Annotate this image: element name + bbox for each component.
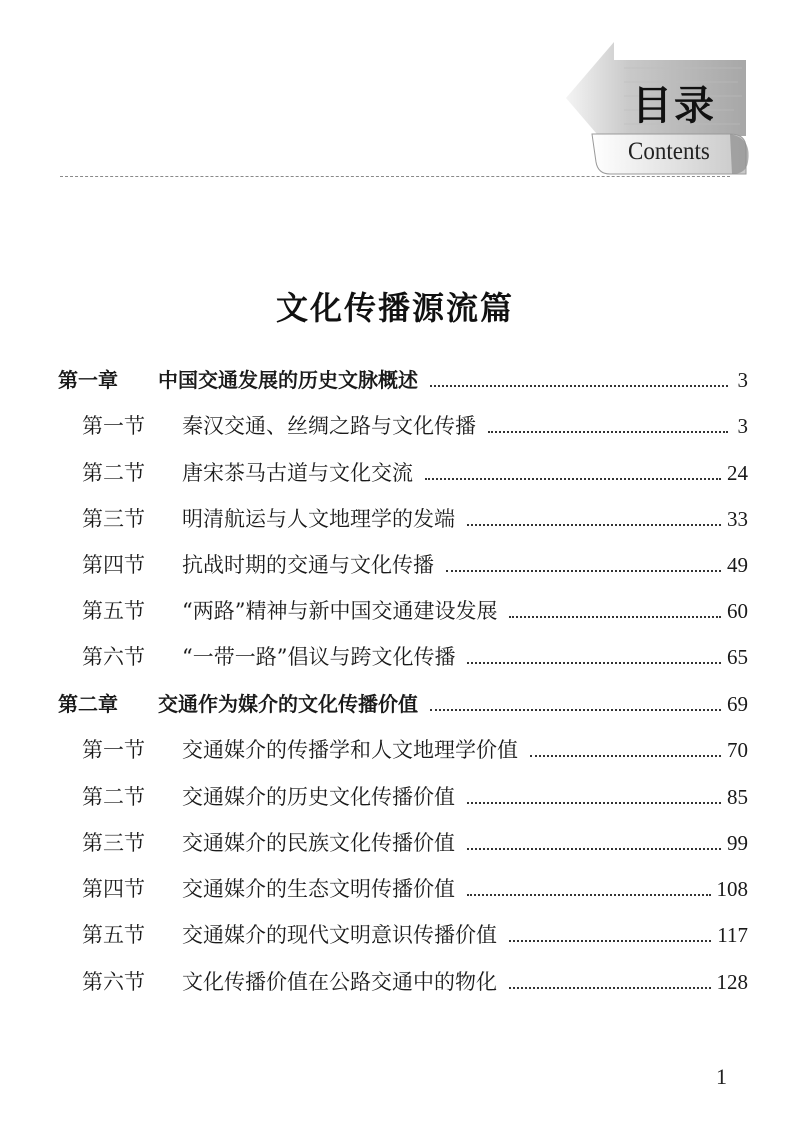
toc-number: 第二节: [82, 785, 145, 809]
toc-title: “两路”精神与新中国交通建设发展: [182, 599, 498, 623]
toc-leader: [530, 755, 721, 757]
toc-title: 交通媒介的历史文化传播价值: [182, 785, 455, 809]
toc-title: 中国交通发展的历史文脉概述: [158, 368, 418, 392]
page-number: 1: [716, 1064, 727, 1089]
contents-title: 目录: [632, 83, 716, 129]
toc-leader: [509, 616, 721, 618]
toc-number: 第四节: [82, 553, 145, 577]
toc-page: 65: [727, 645, 748, 669]
contents-subtitle: Contents: [628, 138, 710, 165]
toc-leader: [467, 524, 721, 526]
toc-title: 文化传播价值在公路交通中的物化: [182, 970, 497, 994]
toc-number: 第一章: [58, 368, 118, 392]
toc-section[interactable]: [82, 548, 748, 582]
toc-number: 第二章: [58, 692, 118, 716]
toc-page: 108: [716, 877, 748, 901]
toc-title: 交通媒介的民族文化传播价值: [182, 831, 455, 855]
toc-title: 抗战时期的交通与文化传播: [182, 553, 434, 577]
toc-section[interactable]: [82, 965, 748, 999]
toc-number: 第四节: [82, 877, 145, 901]
toc-title: 唐宋茶马古道与文化交流: [182, 461, 413, 485]
toc-title: 明清航运与人文地理学的发端: [182, 507, 455, 531]
toc-section[interactable]: [82, 502, 748, 536]
toc-section[interactable]: [82, 872, 748, 906]
toc-page: 99: [727, 831, 748, 855]
toc-page: 60: [727, 599, 748, 623]
toc-number: 第五节: [82, 923, 145, 947]
toc-title: 秦汉交通、丝绸之路与文化传播: [182, 414, 476, 438]
toc-page: 70: [727, 738, 748, 762]
toc-page: 117: [717, 923, 748, 947]
toc-leader: [509, 987, 711, 989]
toc-title: 交通媒介的传播学和人文地理学价值: [182, 738, 518, 762]
toc-page: 3: [737, 368, 748, 392]
toc-page: 128: [716, 970, 748, 994]
toc-chapter-1[interactable]: [58, 363, 748, 397]
toc-title: 交通媒介的现代文明意识传播价值: [182, 923, 497, 947]
toc-page: 3: [737, 414, 748, 438]
toc-leader: [425, 478, 721, 480]
toc-leader: [467, 894, 711, 896]
toc-title: 交通媒介的生态文明传播价值: [182, 877, 455, 901]
toc-number: 第一节: [82, 414, 145, 438]
toc-title: “一带一路”倡议与跨文化传播: [182, 645, 456, 669]
toc-number: 第五节: [82, 599, 145, 623]
toc-section[interactable]: [82, 640, 748, 674]
toc-page: 33: [727, 507, 748, 531]
toc-number: 第六节: [82, 645, 145, 669]
toc-page: 69: [727, 692, 748, 716]
header-divider: [60, 176, 730, 177]
toc-number: 第二节: [82, 461, 145, 485]
toc-section[interactable]: [82, 733, 748, 767]
toc-leader: [446, 570, 721, 572]
toc-number: 第一节: [82, 738, 145, 762]
toc-section[interactable]: [82, 594, 748, 628]
contents-badge: [562, 38, 752, 176]
toc-number: 第六节: [82, 970, 145, 994]
toc-section[interactable]: [82, 780, 748, 814]
toc-section[interactable]: [82, 409, 748, 443]
toc-leader: [430, 385, 728, 387]
toc-page: 24: [727, 461, 748, 485]
toc-page: 49: [727, 553, 748, 577]
toc-leader: [509, 940, 711, 942]
toc-title: 交通作为媒介的文化传播价值: [158, 692, 418, 716]
toc-leader: [467, 802, 721, 804]
toc-section[interactable]: [82, 456, 748, 490]
toc-leader: [488, 431, 728, 433]
toc-leader: [430, 709, 721, 711]
part-title: 文化传播源流篇: [275, 289, 514, 327]
toc-leader: [467, 662, 721, 664]
toc-section[interactable]: [82, 918, 748, 952]
toc-section[interactable]: [82, 826, 748, 860]
toc-number: 第三节: [82, 831, 145, 855]
toc-number: 第三节: [82, 507, 145, 531]
toc-leader: [467, 848, 721, 850]
toc-page: 85: [727, 785, 748, 809]
toc-chapter-2[interactable]: [58, 687, 748, 721]
